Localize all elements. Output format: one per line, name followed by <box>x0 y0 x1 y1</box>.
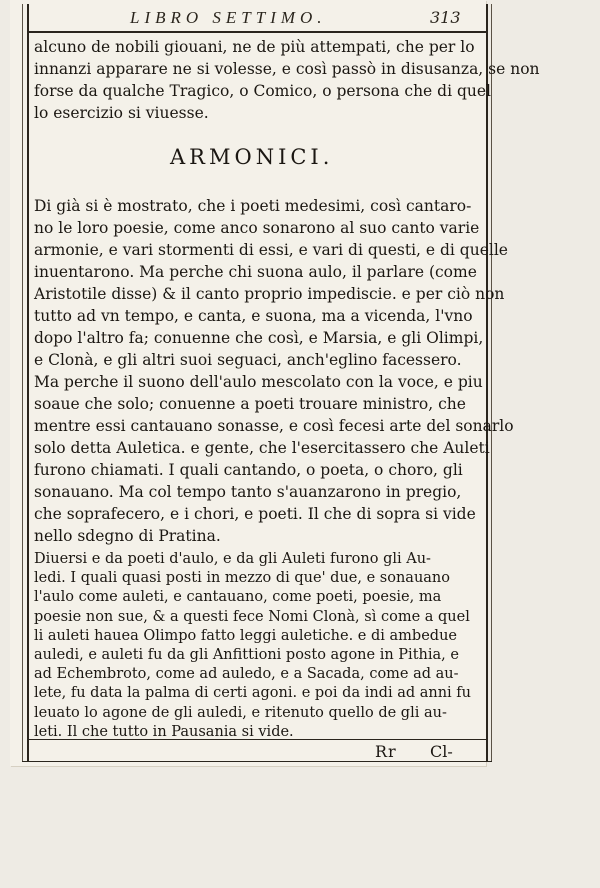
frame-rule-left <box>27 4 29 761</box>
text-line: inuentarono. Ma perche chi suona aulo, il parlare (come <box>34 263 477 281</box>
section-heading: ARMONICI. <box>170 145 334 169</box>
text-line: leti. Il che tutto in Pausania si vide. <box>34 723 294 740</box>
text-line: Ma perche il suono dell'aulo mescolato con la voce, e piu <box>34 373 483 391</box>
text-line: sonauano. Ma col tempo tanto s'auanzarono in pregio, <box>34 483 462 501</box>
page-number: 313 <box>430 8 461 27</box>
frame-rule-right-outer <box>491 4 492 761</box>
text-line: lete, fu data la palma di certi agoni. e poi da indi ad anni fu <box>34 685 472 702</box>
text-line: innanzi apparare ne si volesse, e così passò in disusanza, se non <box>34 60 540 78</box>
text-line: soaue che solo; conuenne a poeti trouare ministro, che <box>34 395 466 413</box>
text-line: ledi. I quali quasi posti in mezzo di que' due, e sonauano <box>34 570 450 587</box>
text-line: auledi, e auleti fu da gli Anfittioni posto agone in Pithia, e <box>34 647 459 663</box>
text-line: furono chiamati. I quali cantando, o poeta, o choro, gli <box>34 461 463 479</box>
text-line: nello sdegno di Pratina. <box>34 527 221 545</box>
text-line: Diuersi e da poeti d'aulo, e da gli Auleti furono gli Au- <box>34 551 431 567</box>
text-line: mentre essi cantauano sonasse, e così fecesi arte del sonarlo <box>34 417 514 435</box>
text-line: li auleti hauea Olimpo fatto leggi auletiche. e di ambedue <box>34 627 457 644</box>
text-line: alcuno de nobili giouani, ne de più attempati, che per lo <box>34 38 475 56</box>
text-line: tutto ad vn tempo, e canta, e suona, ma a vicenda, l'vno <box>34 307 473 325</box>
text-line: l'aulo come auleti, e cantauano, come poeti, poesie, ma <box>34 589 442 606</box>
text-line: Di già si è mostrato, che i poeti medesimi, così cantaro- <box>34 197 472 215</box>
frame-rule-right <box>486 4 488 761</box>
catchword: Cl- <box>430 742 453 761</box>
text-line: poesie non sue, & a questi fece Nomi Clonà, sì come a quel <box>34 608 470 625</box>
text-line: che soprafecero, e i chori, e poeti. Il che di sopra si vide <box>34 505 476 523</box>
frame-rule-bottom <box>22 761 492 762</box>
text-line: e Clonà, e gli altri suoi seguaci, anch'eglino facessero. <box>34 351 462 369</box>
text-line: leuato lo agone de gli auledi, e ritenuto quello de gli au- <box>34 704 447 721</box>
text-line: lo esercizio si viuesse. <box>34 104 209 122</box>
text-line: forse da qualche Tragico, o Comico, o persona che di quel <box>34 82 492 100</box>
running-title: LIBRO SETTIMO. <box>130 8 327 27</box>
text-line: Aristotile disse) & il canto proprio impediscie. e per ciò non <box>34 285 505 303</box>
text-line: dopo l'altro fa; conuenne che così, e Marsia, e gli Olimpi, <box>34 329 484 347</box>
header-rule <box>27 31 486 33</box>
signature-mark: Rr <box>375 742 397 761</box>
frame-rule-left-outer <box>22 4 23 761</box>
text-line: solo detta Auletica. e gente, che l'esercitassero che Auleti <box>34 439 490 457</box>
book-page <box>10 0 540 766</box>
text-line: ad Echembroto, come ad auledo, e a Sacada, come ad au- <box>34 666 459 683</box>
text-line: no le loro poesie, come anco sonarono al suo canto varie <box>34 219 480 237</box>
text-line: armonie, e vari stormenti di essi, e vari di questi, e di quelle <box>34 241 508 259</box>
